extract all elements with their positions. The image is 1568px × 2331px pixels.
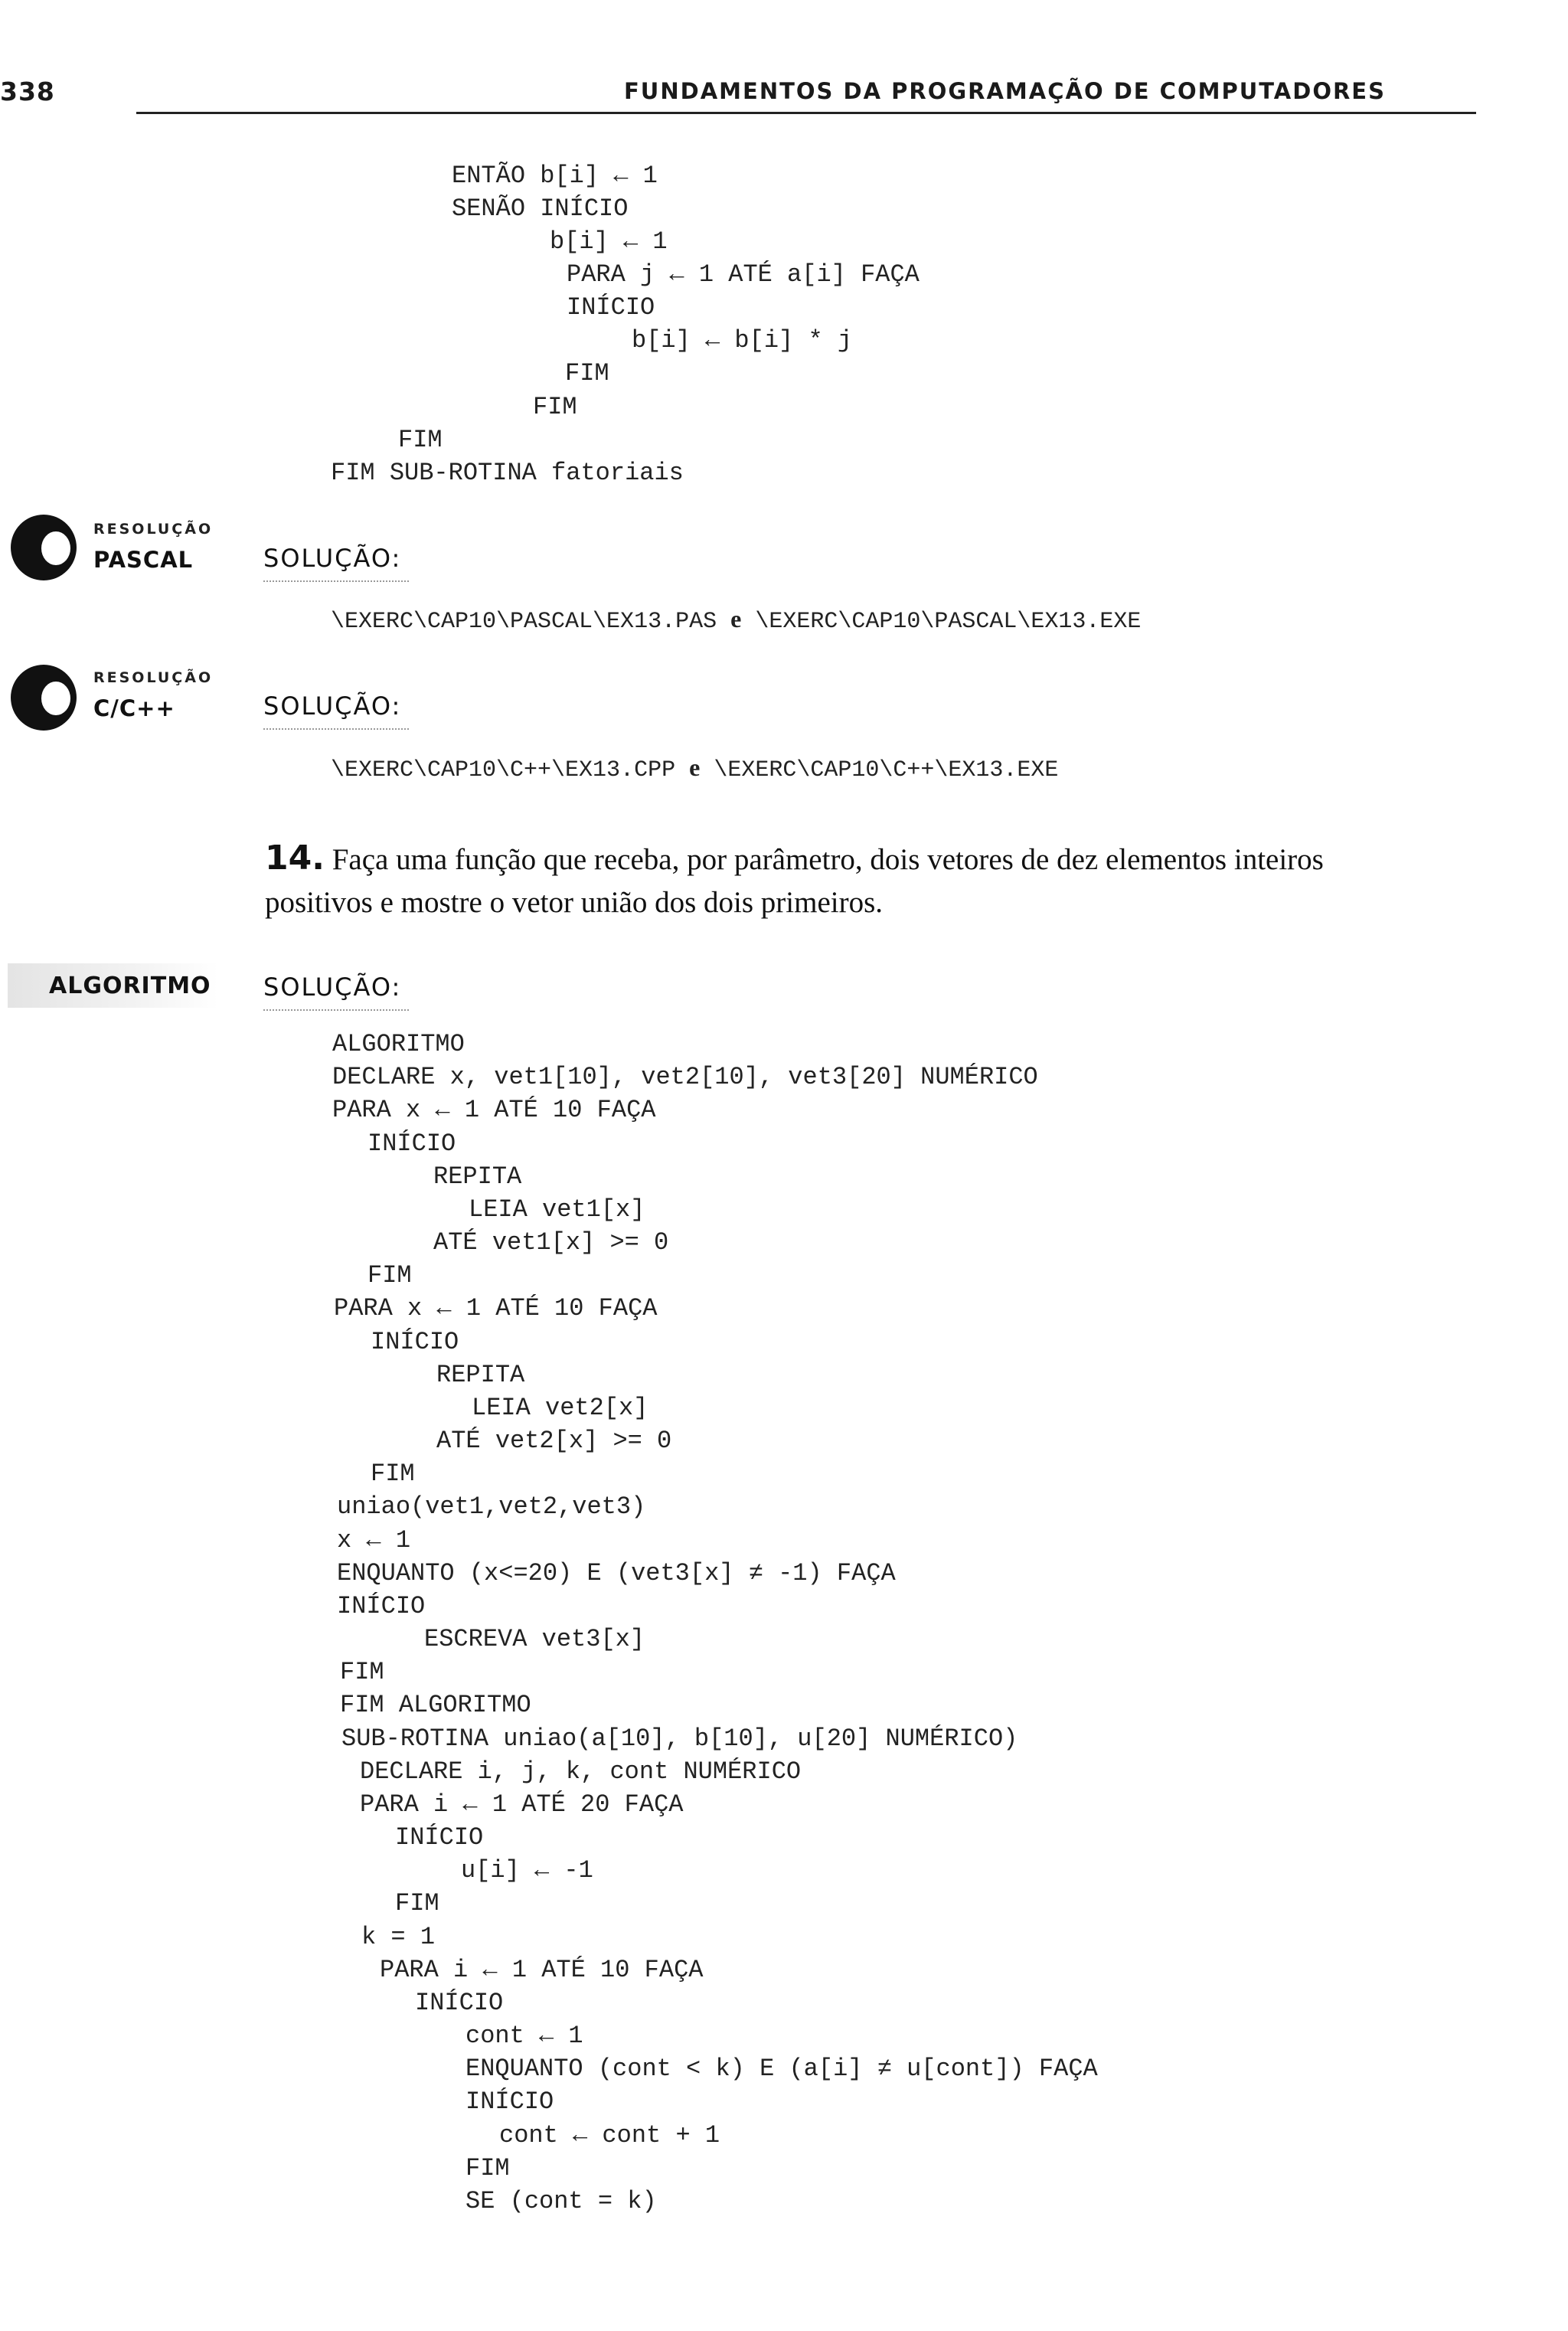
code-line: INÍCIO — [337, 1592, 426, 1620]
code-line: INÍCIO — [466, 2087, 554, 2116]
file-path: \EXERC\CAP10\PASCAL\EX13.EXE — [755, 609, 1142, 635]
code-line: PARA x ← 1 ATÉ 10 FAÇA — [334, 1294, 658, 1322]
exercise-number: 14. — [265, 839, 325, 878]
resolution-logo-icon — [11, 515, 77, 580]
code-line: FIM — [340, 1658, 384, 1686]
code-line: FIM — [533, 393, 577, 421]
code-line: u[i] ← -1 — [461, 1856, 593, 1885]
code-line: FIM SUB-ROTINA fatoriais — [331, 459, 684, 487]
algorithm-badge-label: ALGORITMO — [49, 973, 211, 999]
file-path: \EXERC\CAP10\PASCAL\EX13.PAS — [331, 609, 717, 635]
code-line: SUB-ROTINA uniao(a[10], b[10], u[20] NUMÉRICO) — [341, 1725, 1018, 1753]
code-line: k = 1 — [361, 1923, 436, 1951]
code-line: PARA i ← 1 ATÉ 20 FAÇA — [360, 1790, 684, 1819]
code-line: INÍCIO — [415, 1989, 504, 2017]
code-line: x ← 1 — [337, 1526, 411, 1555]
code-line: PARA x ← 1 ATÉ 10 FAÇA — [332, 1096, 656, 1124]
page-number: 338 — [0, 77, 55, 106]
code-line: FIM ALGORITMO — [340, 1691, 531, 1719]
code-line: DECLARE x, vet1[10], vet2[10], vet3[20] NUMÉRICO — [332, 1063, 1038, 1091]
running-title: FUNDAMENTOS DA PROGRAMAÇÃO DE COMPUTADORES — [624, 78, 1387, 104]
code-line: SE (cont = k) — [466, 2187, 657, 2215]
file-path: \EXERC\CAP10\C++\EX13.EXE — [714, 757, 1059, 783]
code-line: FIM — [466, 2154, 510, 2182]
badge-language-label: C/C++ — [93, 695, 175, 721]
code-line: b[i] ← 1 — [550, 227, 668, 256]
code-line: REPITA — [433, 1162, 522, 1191]
code-line: LEIA vet2[x] — [472, 1394, 648, 1422]
code-line: ENTÃO b[i] ← 1 — [452, 162, 658, 190]
code-line: FIM — [565, 359, 609, 387]
code-line: ESCREVA vet3[x] — [424, 1625, 645, 1653]
code-line: FIM — [398, 426, 443, 454]
code-line: uniao(vet1,vet2,vet3) — [337, 1492, 646, 1521]
badge-small-label: RESOLUÇÃO — [93, 669, 214, 686]
code-line: ALGORITMO — [332, 1030, 465, 1058]
code-line: INÍCIO — [368, 1130, 456, 1158]
code-line: ATÉ vet1[x] >= 0 — [433, 1228, 669, 1257]
exercise-text-line1: Faça uma função que receba, por parâmetro, dois vetores de dez elementos inteiros — [332, 843, 1324, 876]
cpp-file-paths — [331, 754, 1058, 783]
conjunction: e — [730, 605, 742, 633]
code-line: FIM — [371, 1460, 415, 1488]
solution-underline — [263, 580, 409, 583]
code-line: ENQUANTO (x<=20) E (vet3[x] ≠ -1) FAÇA — [337, 1559, 896, 1587]
solution-label: SOLUÇÃO: — [263, 544, 402, 573]
exercise-text-line2: positivos e mostre o vetor união dos dois primeiros. — [265, 886, 884, 919]
code-line: b[i] ← b[i] * j — [632, 326, 853, 355]
resolution-logo-icon — [11, 665, 77, 731]
badge-language-label: PASCAL — [93, 547, 194, 573]
solution-underline — [263, 728, 409, 731]
code-line: SENÃO INÍCIO — [452, 195, 629, 223]
code-line: cont ← cont + 1 — [499, 2121, 720, 2150]
code-line: INÍCIO — [395, 1823, 484, 1852]
solution-label: SOLUÇÃO: — [263, 973, 402, 1002]
code-line: cont ← 1 — [466, 2022, 583, 2050]
code-line: PARA i ← 1 ATÉ 10 FAÇA — [380, 1956, 704, 1984]
code-line: ATÉ vet2[x] >= 0 — [436, 1427, 672, 1455]
file-path: \EXERC\CAP10\C++\EX13.CPP — [331, 757, 676, 783]
solution-label: SOLUÇÃO: — [263, 691, 402, 721]
code-line: LEIA vet1[x] — [469, 1195, 645, 1224]
code-line: INÍCIO — [371, 1328, 459, 1356]
code-line: FIM — [368, 1261, 412, 1290]
code-line: DECLARE i, j, k, cont NUMÉRICO — [360, 1757, 802, 1786]
pascal-file-paths — [331, 605, 1141, 635]
conjunction: e — [689, 754, 701, 781]
exercise-statement — [265, 836, 1478, 881]
code-line: REPITA — [436, 1361, 525, 1389]
badge-small-label: RESOLUÇÃO — [93, 521, 214, 538]
code-line: FIM — [395, 1889, 439, 1917]
solution-underline — [263, 1009, 409, 1012]
header-rule — [136, 112, 1476, 114]
code-line: ENQUANTO (cont < k) E (a[i] ≠ u[cont]) FAÇA — [466, 2055, 1098, 2083]
code-line: INÍCIO — [567, 293, 655, 322]
code-line: PARA j ← 1 ATÉ a[i] FAÇA — [567, 260, 920, 289]
